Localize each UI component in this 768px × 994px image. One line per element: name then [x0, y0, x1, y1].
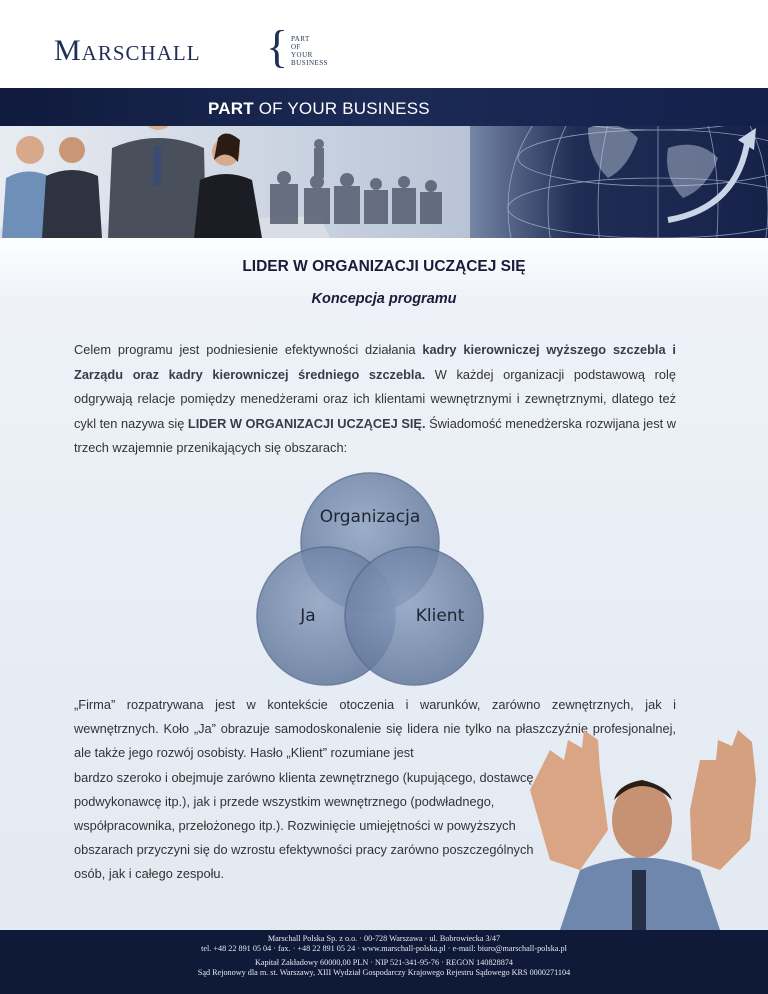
footer: [0, 930, 768, 994]
venn-label-left: Ja: [300, 606, 316, 626]
intro-text: W każdej organizacji podstawową rolę odgrywają relacje pomiędzy menedżerami oraz ich klientami wewnętrznymi i zewnętrznymi, dlatego też cykl ten nazywa się: [74, 366, 676, 431]
body-text-full: „Firma” rozpatrywana jest w kontekście otoczenia i warunków, zarówno zewnętrznych, jak i wewnętrznych. Koło „Ja” obrazuje samodoskonalenie się lidera nie tylko na płaszczyźnie profesjonalnej, ale także jego rozwój osobisty. Hasło „Klient” rozumiane jest: [74, 697, 676, 761]
venn-label-top: Organizacja: [319, 507, 421, 527]
intro-paragraph: [74, 338, 676, 461]
body-text-narrow: bardzo szeroko i obejmuje zarówno klienta zewnętrznego (kupującego, dostawcę, podwykonawcę itp.), jak i przede wszystkim wewnętrznego (podwładnego, współpracownika, przełożonego itp.). Rozwinięcie umiejętności w powyższych obszarach przyczyni się do wzrostu efektywności pracy zarówno poszczególnych osób, jak i całego zespołu.: [74, 769, 538, 882]
intro-text: Celem programu jest podniesienie efektywności działania: [74, 342, 423, 357]
header: [0, 0, 768, 88]
banner-title-rest: OF YOUR BUSINESS: [253, 99, 430, 118]
footer-line: Sąd Rejonowy dla m. st. Warszawy, XIII Wydział Gospodarczy Krajowego Rejestru Sądowego KRS 0000271104: [197, 968, 571, 977]
tagline-line: PART: [291, 35, 310, 43]
footer-line: tel. +48 22 891 05 04 · fax. · +48 22 891 05 24 · www.marschall-polska.pl · e-mail: biuro@marschall-polska.pl: [201, 944, 567, 953]
banner-title: [208, 99, 430, 119]
hero-banner: [0, 88, 768, 238]
tagline-line: BUSINESS: [291, 59, 329, 67]
logo-tagline: [291, 35, 328, 67]
tagline-line: YOUR: [291, 51, 313, 59]
banner-title-bold: PART: [208, 99, 254, 118]
tagline-line: OF: [291, 43, 301, 51]
logo-brace: {: [266, 21, 289, 72]
intro-emphasis: LIDER W ORGANIZACJI UCZĄCEJ SIĘ.: [187, 415, 426, 431]
company-logo: Marschall: [54, 34, 201, 67]
venn-diagram: [240, 464, 530, 694]
intro-emphasis: kadry kierowniczej wyższego szczebla i Zarządu oraz kadry kierowniczej średniego szczebla.: [74, 342, 676, 382]
man-framing-hands-image: [520, 720, 768, 930]
intro-text: Świadomość menedżerska rozwijana jest w trzech wzajemnie przenikających się obszarach:: [74, 415, 676, 455]
document-subtitle: Koncepcja programu: [311, 291, 457, 307]
footer-line: Kapitał Zakładowy 60000,00 PLN · NIP 521-341-95-76 · REGON 140828874: [254, 958, 514, 967]
venn-label-right: Klient: [415, 606, 465, 626]
footer-line: Marschall Polska Sp. z o.o. · 00-728 Warszawa · ul. Bobrowiecka 3/47: [267, 934, 501, 943]
document-title: LIDER W ORGANIZACJI UCZĄCEJ SIĘ: [242, 258, 526, 275]
